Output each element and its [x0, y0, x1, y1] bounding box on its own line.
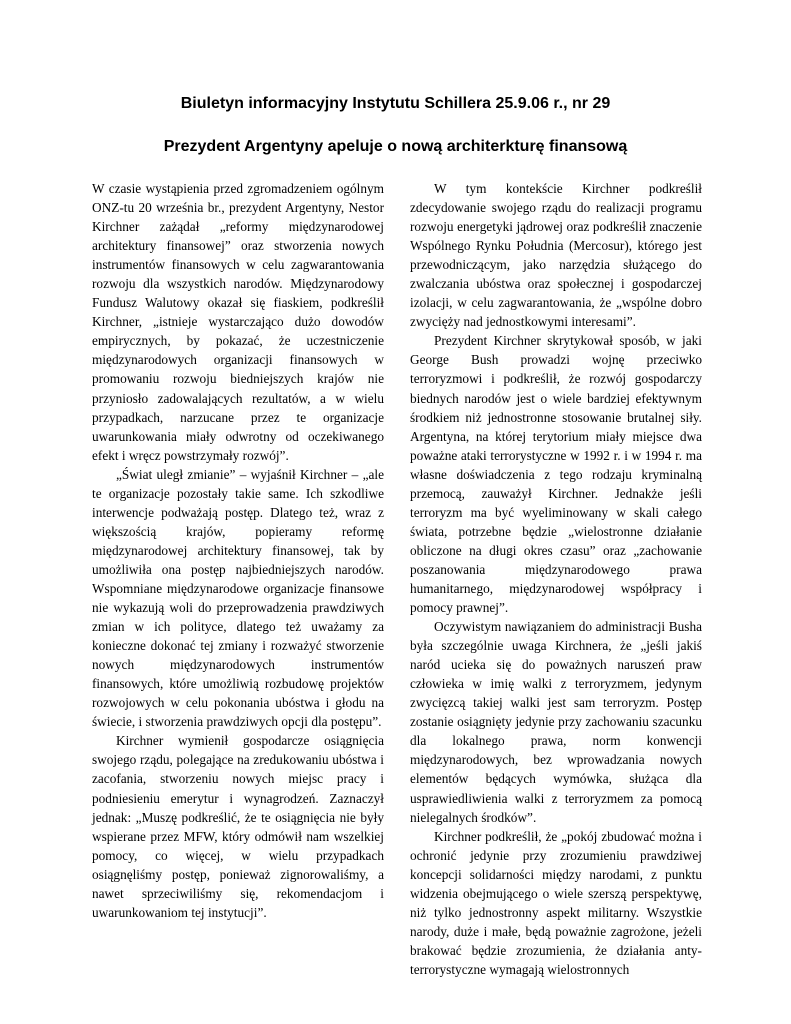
left-column — [92, 179, 384, 922]
paragraph-left-2: „Świat uległ zmianie” – wyjaśnił Kirchner – „ale te organizacje pozostały takie same. Ich szkodliwe interwencje podważają postęp. Dlatego też, wraz z większością krajów, popieramy reformę międzynarodowej architektury finansowej, tak by umożliwiła ona postęp najbiedniejszych narodów. Wspomniane międzynarodowe organizacje finansowe nie wykazują woli do przeprowadzenia prawdziwych zmian w ich polityce, dlatego też uważamy za konieczne dokonać tej zmiany i rozważyć stworzenie nowych międzynarodowych instrumentów finansowych, które umożliwią rozbudowę projektów rozwojowych w celu pokonania ubóstwa i głodu na świecie, i stworzenia prawdziwych opcji dla postępu”. — [92, 466, 384, 730]
paragraph-left-3: Kirchner wymienił gospodarcze osiągnięcia swojego rządu, polegające na zredukowaniu ubóstwa i zacofania, stworzeniu nowych miejsc pracy i podniesieniu emerytur i wynagrodzeń. Zaznaczył jednak: „Muszę podkreślić, że te osiągnięcia nie były wspierane przez MFW, który odmówił nam wszelkiej pomocy, co więcej, w wielu przypadkach osiągnęliśmy postęp, ponieważ zignorowaliśmy, a nawet sprzeciwiliśmy się, rekomendacjom i uwarunkowaniom tej instytucji”. — [92, 733, 384, 920]
paragraph-right-2: Prezydent Kirchner skrytykował sposób, w jaki George Bush prowadzi wojnę przeciwko terroryzmowi i podkreślił, że rozwój gospodarczy biednych narodów jest o wiele bardziej efektywnym środkiem niż jednostronne stosowanie brutalnej siły. Argentyna, na której terytorium miały miejsce dwa poważne ataki terrorystyczne w 1992 r. i w 1994 r. ma własne doświadczenia z tego rodzaju kryminalną przemocą, zauważył Kirchner. Jednakże jeśli terroryzm ma być wyeliminowany w skali całego świata, potrzebne będzie „wielostronne działanie obliczone na długi okres czasu” oraz „zachowanie poszanowania międzynarodowego prawa humanitarnego, międzynarodowej współpracy i pomocy prawnej”. — [410, 333, 702, 616]
bulletin-title: Biuletyn informacyjny Instytutu Schillera 25.9.06 r., nr 29 — [180, 95, 611, 112]
paragraph-right-1: W tym kontekście Kirchner podkreślił zdecydowanie swojego rządu do realizacji programu rozwoju energetyki jądrowej oraz podkreślił znaczenie Wspólnego Rynku Południa (Mercosur), którego jest przewodniczącym, jako narzędzia służącego do zwalczania ubóstwa oraz społecznej i gospodarczej izolacji, w celu zagwarantowania, że „wspólne dobro zwycięży nad jednostkowymi interesami”. — [410, 181, 702, 330]
paragraph-right-3: Oczywistym nawiązaniem do administracji Busha była szczególnie uwaga Kirchnera, że „jeśli jakiś naród ucieka się do poważnych naruszeń praw człowieka w imię walki z terroryzmem, jedynym zwycięzcą takiej walki jest sam terroryzm. Postęp zostanie osiągnięty jedynie przy zachowaniu szacunku dla lokalnego prawa, norm konwencji międzynarodowych, bez wprowadzania nowych elementów będących wymówka, służąca dla usprawiedliwienia walki z terroryzmem za pomocą nielegalnych środków”. — [410, 619, 702, 825]
paragraph-right-4: Kirchner podkreślił, że „pokój zbudować można i ochronić jedynie przy zrozumieniu prawdziwej koncepcji solidarności między narodami, z punktu widzenia obejmującego o wiele szerszą perspektywę, niż tylko jednostronny aspekt militarny. Wszystkie narody, duże i małe, będą poważnie zagrożone, jeżeli brakować będzie zrozumienia, że działania anty-terrorystyczne wymagają wielostronnych — [410, 828, 702, 977]
paragraph-left-1: W czasie wystąpienia przed zgromadzeniem ogólnym ONZ-tu 20 września br., prezydent Argentyny, Nestor Kirchner zażądał „reformy międzynarodowej architektury finansowej” oraz stworzenia nowych instrumentów finansowych w celu zagwarantowania rozwoju dla wszystkich narodów. Międzynarodowy Fundusz Walutowy okazał się fiaskiem, podkreślił Kirchner, „istnieje wystarczająco dużo dowodów empirycznych, by pokazać, że uczestniczenie międzynarodowych organizacji finansowych w promowaniu rozwoju biedniejszych krajów nie przyniosło zadowalających rezultatów, a w wielu przypadkach, narzucane przez te organizacje uwarunkowania miały odwrotny od oczekiwanego efekt i wręcz powstrzymały rozwój”. — [92, 181, 384, 463]
right-column — [410, 179, 702, 979]
article-title: Prezydent Argentyny apeluje o nową architerkturę finansową — [163, 138, 628, 155]
